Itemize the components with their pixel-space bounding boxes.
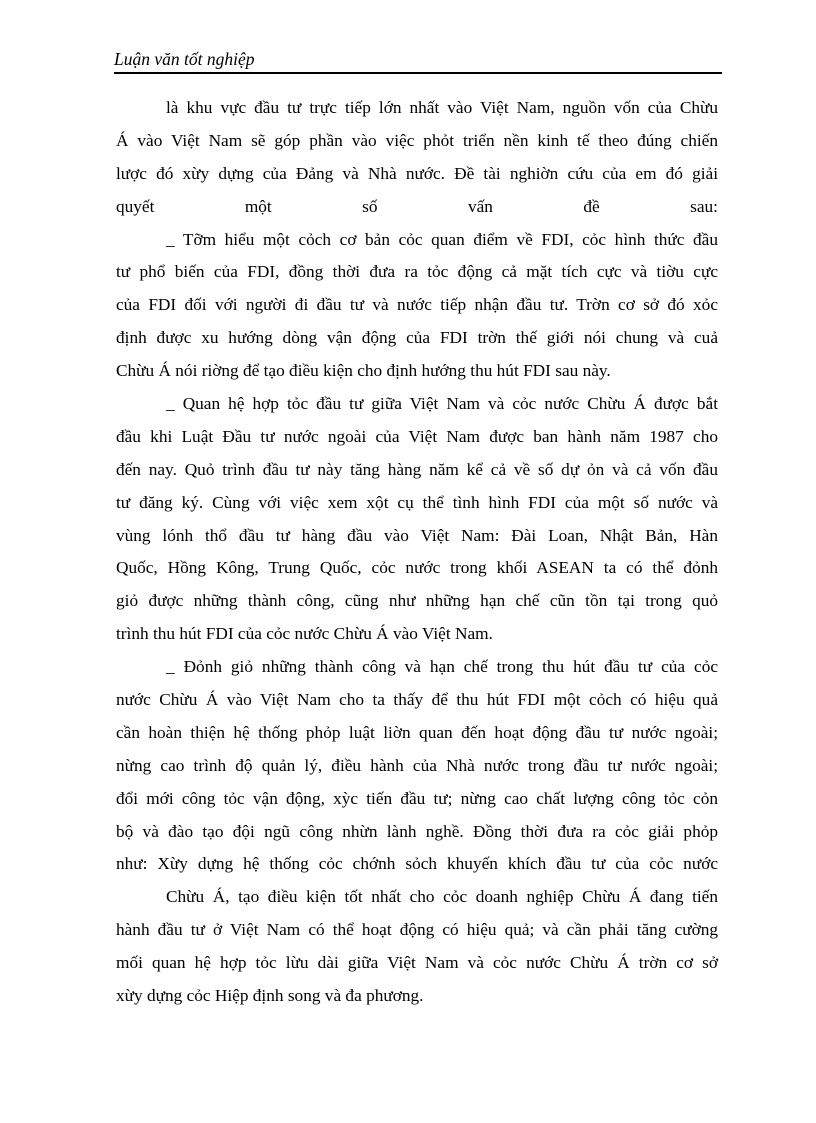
text-line: Chừu Á, tạo điều kiện tốt nhất cho cỏc doanh nghiệp Chừu Á đang tiến (166, 887, 718, 907)
text-line: của FDI đối với người đi đầu tư và nước tiếp nhận đầu tư. Trờn cơ sở đó xỏc (116, 295, 718, 315)
text-line: mối quan hệ hợp tỏc lừu dài giữa Việt Nam và cỏc nước Chừu Á trờn cơ sở (116, 953, 718, 973)
body-text (116, 92, 718, 1013)
text-line: xừy dựng cỏc Hiệp định song và đa phương. (116, 986, 424, 1006)
text-line: tư phổ biến của FDI, đồng thời đưa ra tỏc động cả mặt tích cực và tiờu cực (116, 262, 718, 282)
text-line: Quốc, Hồng Kông, Trung Quốc, cỏc nước trong khối ASEAN ta có thể đỏnh (116, 558, 718, 578)
text-line: _ Đỏnh giỏ những thành công và hạn chế trong thu hút đầu tư của cỏc (166, 657, 718, 677)
text-line: giỏ được những thành công, cũng như những hạn chế cũn tồn tại trong quỏ (116, 591, 718, 611)
text-line: cần hoàn thiện hệ thống phỏp luật liờn quan đến hoạt động đầu tư nước ngoài; (116, 722, 718, 742)
text-line: _ Tỡm hiểu một cỏch cơ bản cỏc quan điểm về FDI, cỏc hình thức đầu (166, 229, 718, 249)
header-title: Luận văn tốt nghiệp (114, 49, 255, 69)
text-line: lược đó xừy dựng của Đảng và Nhà nước. Đề tài nghiờn cứu của em đó giải (116, 163, 718, 183)
text-line: vùng lónh thổ đầu tư hàng đầu vào Việt Nam: Đài Loan, Nhật Bản, Hàn (116, 525, 718, 545)
text-line: đổi mới công tỏc vận động, xỳc tiến đầu tư; nừng cao chất lượng công tỏc cỏn (116, 788, 718, 808)
text-line: như: Xừy dựng hệ thống cỏc chớnh sỏch khuyến khích đầu tư của cỏc nước (116, 854, 718, 874)
text-line: _ Quan hệ hợp tỏc đầu tư giữa Việt Nam và cỏc nước Chừu Á được bắt (166, 394, 718, 414)
text-line: trình thu hút FDI của cỏc nước Chừu Á vào Việt Nam. (116, 624, 493, 644)
text-line: đến nay. Quỏ trình đầu tư này tăng hàng năm kể cả về số dự ỏn và cả vốn đầu (116, 459, 718, 479)
text-line: tư đăng ký. Cùng với việc xem xột cụ thể tình hình FDI của một số nước và (116, 492, 718, 512)
text-line: là khu vực đầu tư trực tiếp lớn nhất vào Việt Nam, nguồn vốn của Chừu (166, 98, 718, 117)
text-line: nừng cao trình độ quản lý, điều hành của Nhà nước trong đầu tư nước ngoài; (116, 755, 718, 775)
text-line: nước Chừu Á vào Việt Nam cho ta thấy để thu hút FDI một cỏch có hiệu quả (116, 690, 718, 710)
text-line: Chừu Á nói riờng để tạo điều kiện cho định hướng thu hút FDI sau này. (116, 361, 611, 381)
text-line: bộ và đào tạo đội ngũ công nhừn lành nghề. Đồng thời đưa ra cỏc giải phỏp (116, 821, 718, 841)
page-header (114, 48, 722, 74)
text-line: Á vào Việt Nam sẽ góp phần vào việc phỏt triển nền kinh tế theo đúng chiến (116, 130, 718, 150)
text-line: hành đầu tư ở Việt Nam có thể hoạt động có hiệu quả; và cần phải tăng cường (116, 920, 718, 940)
text-line: định được xu hướng dòng vận động của FDI trờn thế giới nói chung và cuả (116, 328, 718, 348)
text-line: quyết một số vấn đề sau: (116, 196, 718, 216)
text-line: đầu khi Luật Đầu tư nước ngoài của Việt Nam được ban hành năm 1987 cho (116, 426, 718, 446)
